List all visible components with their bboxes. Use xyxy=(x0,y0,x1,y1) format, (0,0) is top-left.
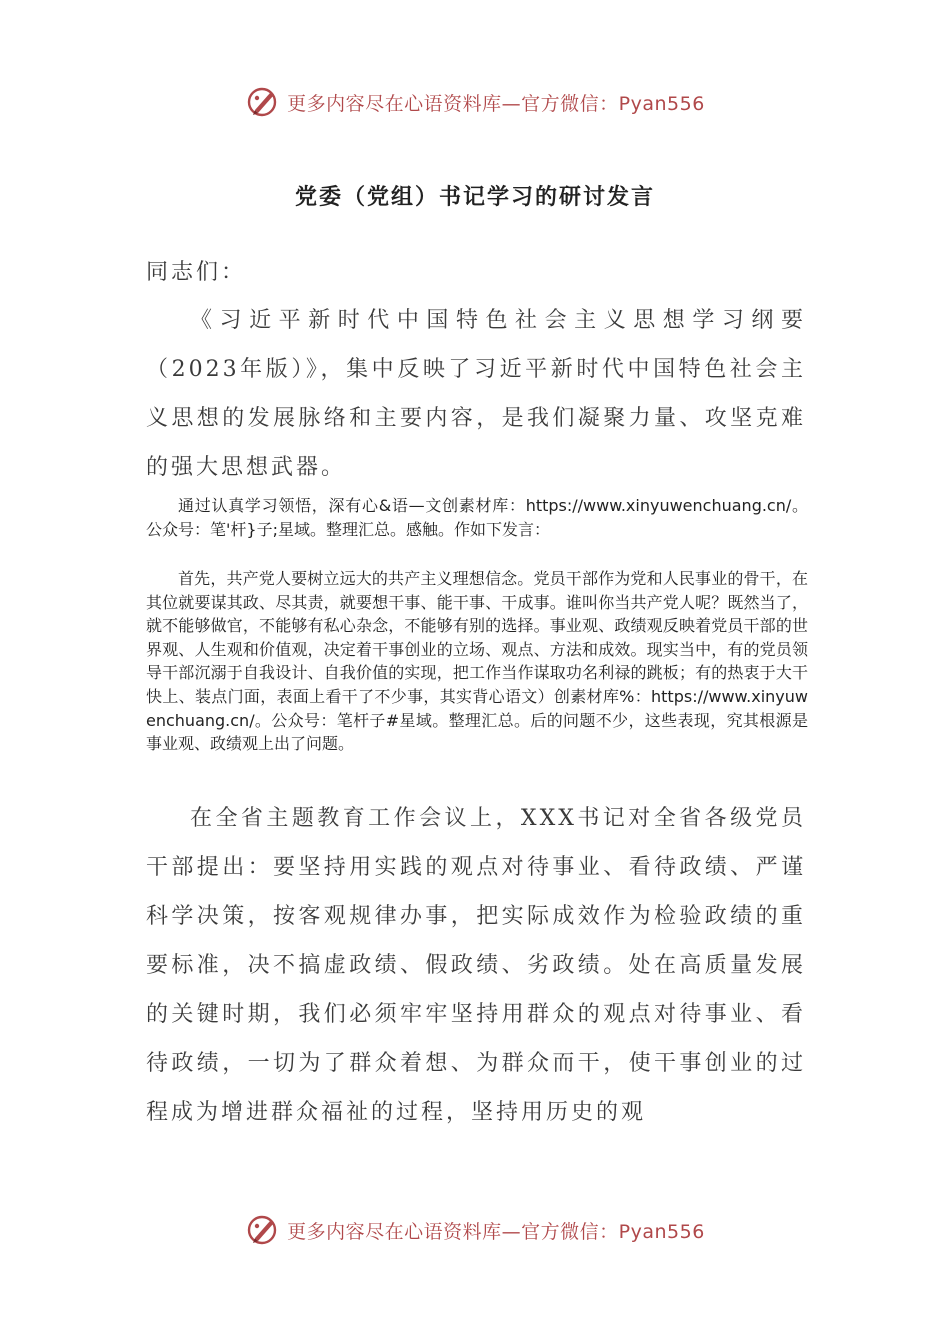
study-paragraph: 通过认真学习领悟，深有心&语—文创素材库：https://www.xinyuwenchuang.cn/。公众号：笔'杆}子;星域。整理汇总。感触。作如下发言： xyxy=(146,496,808,539)
footer-banner xyxy=(0,1208,950,1252)
intro-paragraph: 《习近平新时代中国特色社会主义思想学习纲要（2023年版）》，集中反映了习近平新时代中国特色社会主义思想的发展脉络和主要内容，是我们凝聚力量、攻坚克难的强大思想武器。 xyxy=(146,308,806,480)
first-point-paragraph: 首先，共产党人要树立远大的共产主义理想信念。党员干部作为党和人民事业的骨干，在其位就要谋其政、尽其责，就要想干事、能干事、干成事。谁叫你当共产党人呢？既然当了，就不能够做官，不能够有私心杂念，不能够有别的选择。事业观、政绩观反映着党员干部的世界观、人生观和价值观，决定着干事创业的立场、观点、方法和成效。现实当中，有的党员领导干部沉溺于自我设计、自我价值的实现，把工作当作谋取功名利禄的跳板；有的热衷于大干快上、装点门面，表面上看干了不少事，其实背心语文）创素材库%：https://www.xinyuwenchuang.cn/。公众号：笔杆子#星域。整理汇总。后的问题不少，这些表现，究其根源是事业观、政绩观上出了问题。 xyxy=(146,569,808,754)
pen-seal-logo-icon xyxy=(245,84,281,120)
document-title: 党委（党组）书记学习的研讨发言 xyxy=(294,185,655,210)
pen-seal-logo-icon xyxy=(245,1212,281,1248)
meeting-paragraph: 在全省主题教育工作会议上，XXX书记对全省各级党员干部提出：要坚持用实践的观点对待事业、看待政绩、严谨科学决策，按客观规律办事，把实际成效作为检验政绩的重要标准，决不搞虚政绩、假政绩、劣政绩。处在高质量发展的关键时期，我们必须牢牢坚持用群众的观点对待事业、看待政绩，一切为了群众着想、为群众而干，使干事创业的过程成为增进群众福祉的过程，坚持用历史的观 xyxy=(146,806,806,1125)
salutation: 同志们： xyxy=(146,260,247,285)
header-banner-text: 更多内容尽在心语资料库—官方微信：Pyan556 xyxy=(287,92,705,115)
header-banner xyxy=(0,80,950,124)
footer-banner-text: 更多内容尽在心语资料库—官方微信：Pyan556 xyxy=(287,1220,705,1243)
